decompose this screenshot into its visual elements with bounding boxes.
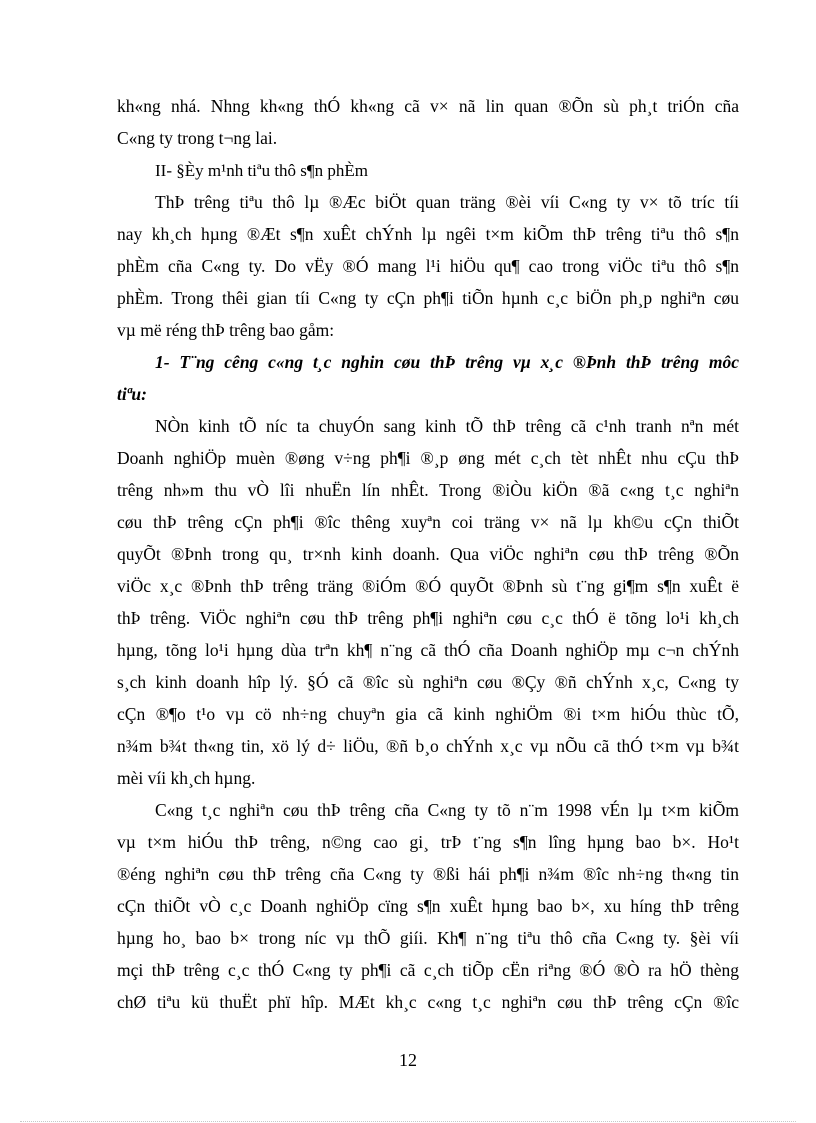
page-bottom-divider — [20, 1121, 796, 1122]
body-text-line: nay kh¸ch hµng ®Æt s¶n xuÊt chÝnh lµ ngêi t×m kiÕm thÞ trêng tiªu thô s¶n — [117, 224, 739, 244]
body-text-line: thÞ trêng. ViÖc nghiªn cøu thÞ trêng ph¶i nghiªn cøu c¸c thÓ ë tõng lo¹i kh¸ch — [117, 608, 739, 628]
subsection-heading: 1- T¨ng cêng c«ng t¸c nghin cøu thÞ trêng vµ x¸c ®Þnh thÞ trêng môc — [155, 352, 739, 372]
body-text-line: C«ng t¸c nghiªn cøu thÞ trêng cña C«ng ty tõ n¨m 1998 vÉn lµ t×m kiÕm — [155, 800, 739, 820]
body-text-line: ThÞ trêng tiªu thô lµ ®Æc biÖt quan träng ®èi víi C«ng ty v× tõ tríc tíi — [155, 192, 739, 212]
body-text-line: trêng nh»m thu vÒ lîi nhuËn lín nhÊt. Trong ®iÒu kiÖn ®ã c«ng t¸c nghiªn — [117, 480, 739, 500]
body-text-line: mèi víi kh¸ch hµng. — [117, 768, 256, 788]
body-text-line: hµng, tõng lo¹i hµng dùa trªn kh¶ n¨ng cã thÓ cña Doanh nghiÖp mµ c¬n chÝnh — [117, 640, 739, 660]
body-text-line: n¾m b¾t th«ng tin, xö lý d÷ liÖu, ®ñ b¸o chÝnh x¸c vµ nÕu cã thÓ t×m vµ b¾t — [117, 736, 739, 756]
body-text-line: viÖc x¸c ®Þnh thÞ trêng träng ®iÓm ®Ó quyÕt ®Þnh sù t¨ng gi¶m s¶n xuÊt ë — [117, 576, 739, 596]
body-text-line: Doanh nghiÖp muèn ®øng v÷ng ph¶i ®¸p øng mét c¸ch tèt nhÊt nhu cÇu thÞ — [117, 448, 739, 468]
body-text-line: vµ më réng thÞ trêng bao gåm: — [117, 320, 335, 340]
section-heading: II- §Èy m¹nh tiªu thô s¶n phÈm — [155, 161, 368, 180]
body-text-line: ®éng nghiªn cøu thÞ trêng cña C«ng ty ®ßi hái ph¶i n¾m ®îc nh÷ng th«ng tin — [117, 864, 739, 884]
body-text-line: phÈm cña C«ng ty. Do vËy ®Ó mang l¹i hiÖu qu¶ cao trong viÖc tiªu thô s¶n — [117, 256, 739, 276]
body-text-line: vµ t×m hiÓu thÞ trêng, n©ng cao gi¸ trÞ t¨ng s¶n lîng hµng bao b×. Ho¹t — [117, 832, 739, 852]
body-text-line: C«ng ty trong t¬ng lai. — [117, 128, 278, 148]
subsection-heading-continued: tiªu: — [117, 384, 147, 404]
page-number: 12 — [399, 1050, 417, 1070]
body-text-line: quyÕt ®Þnh trong qu¸ tr×nh kinh doanh. Qua viÖc nghiªn cøu thÞ trêng ®Õn — [117, 544, 739, 564]
body-text-line: hµng ho¸ bao b× trong níc vµ thÕ giíi. Kh¶ n¨ng tiªu thô cña C«ng ty. §èi víi — [117, 928, 739, 948]
body-text-line: cÇn ®¶o t¹o vµ cö nh÷ng chuyªn gia cã kinh nghiÖm ®i t×m hiÓu thùc tÕ, — [117, 704, 739, 724]
body-text-line: phÈm. Trong thêi gian tíi C«ng ty cÇn ph¶i tiÕn hµnh c¸c biÖn ph¸p nghiªn cøu — [117, 288, 739, 308]
body-text-line: s¸ch kinh doanh hîp lý. §Ó cã ®îc sù nghiªn cøu ®Çy ®ñ chÝnh x¸c, C«ng ty — [117, 672, 739, 692]
body-text-line: kh«ng nhá. Nhng kh«ng thÓ kh«ng cã v× nã lin quan ®Õn sù ph¸t triÓn cña — [117, 96, 739, 116]
body-text-line: mçi thÞ trêng c¸c thÓ C«ng ty ph¶i cã c¸ch tiÕp cËn riªng ®Ó ®Ò ra hÖ thèng — [117, 960, 739, 980]
body-text-line: cÇn thiÕt vÒ c¸c Doanh nghiÖp cïng s¶n xuÊt hµng bao b×, xu híng thÞ trêng — [117, 896, 739, 916]
body-text-line: NÒn kinh tÕ níc ta chuyÓn sang kinh tÕ thÞ trêng cã c¹nh tranh nªn mét — [155, 416, 739, 436]
body-text-line: chØ tiªu kü thuËt phï hîp. MÆt kh¸c c«ng t¸c nghiªn cøu thÞ trêng cÇn ®îc — [117, 992, 739, 1012]
body-text-line: cøu thÞ trêng cÇn ph¶i ®îc thêng xuyªn coi träng v× nã lµ kh©u cÇn thiÕt — [117, 512, 739, 532]
